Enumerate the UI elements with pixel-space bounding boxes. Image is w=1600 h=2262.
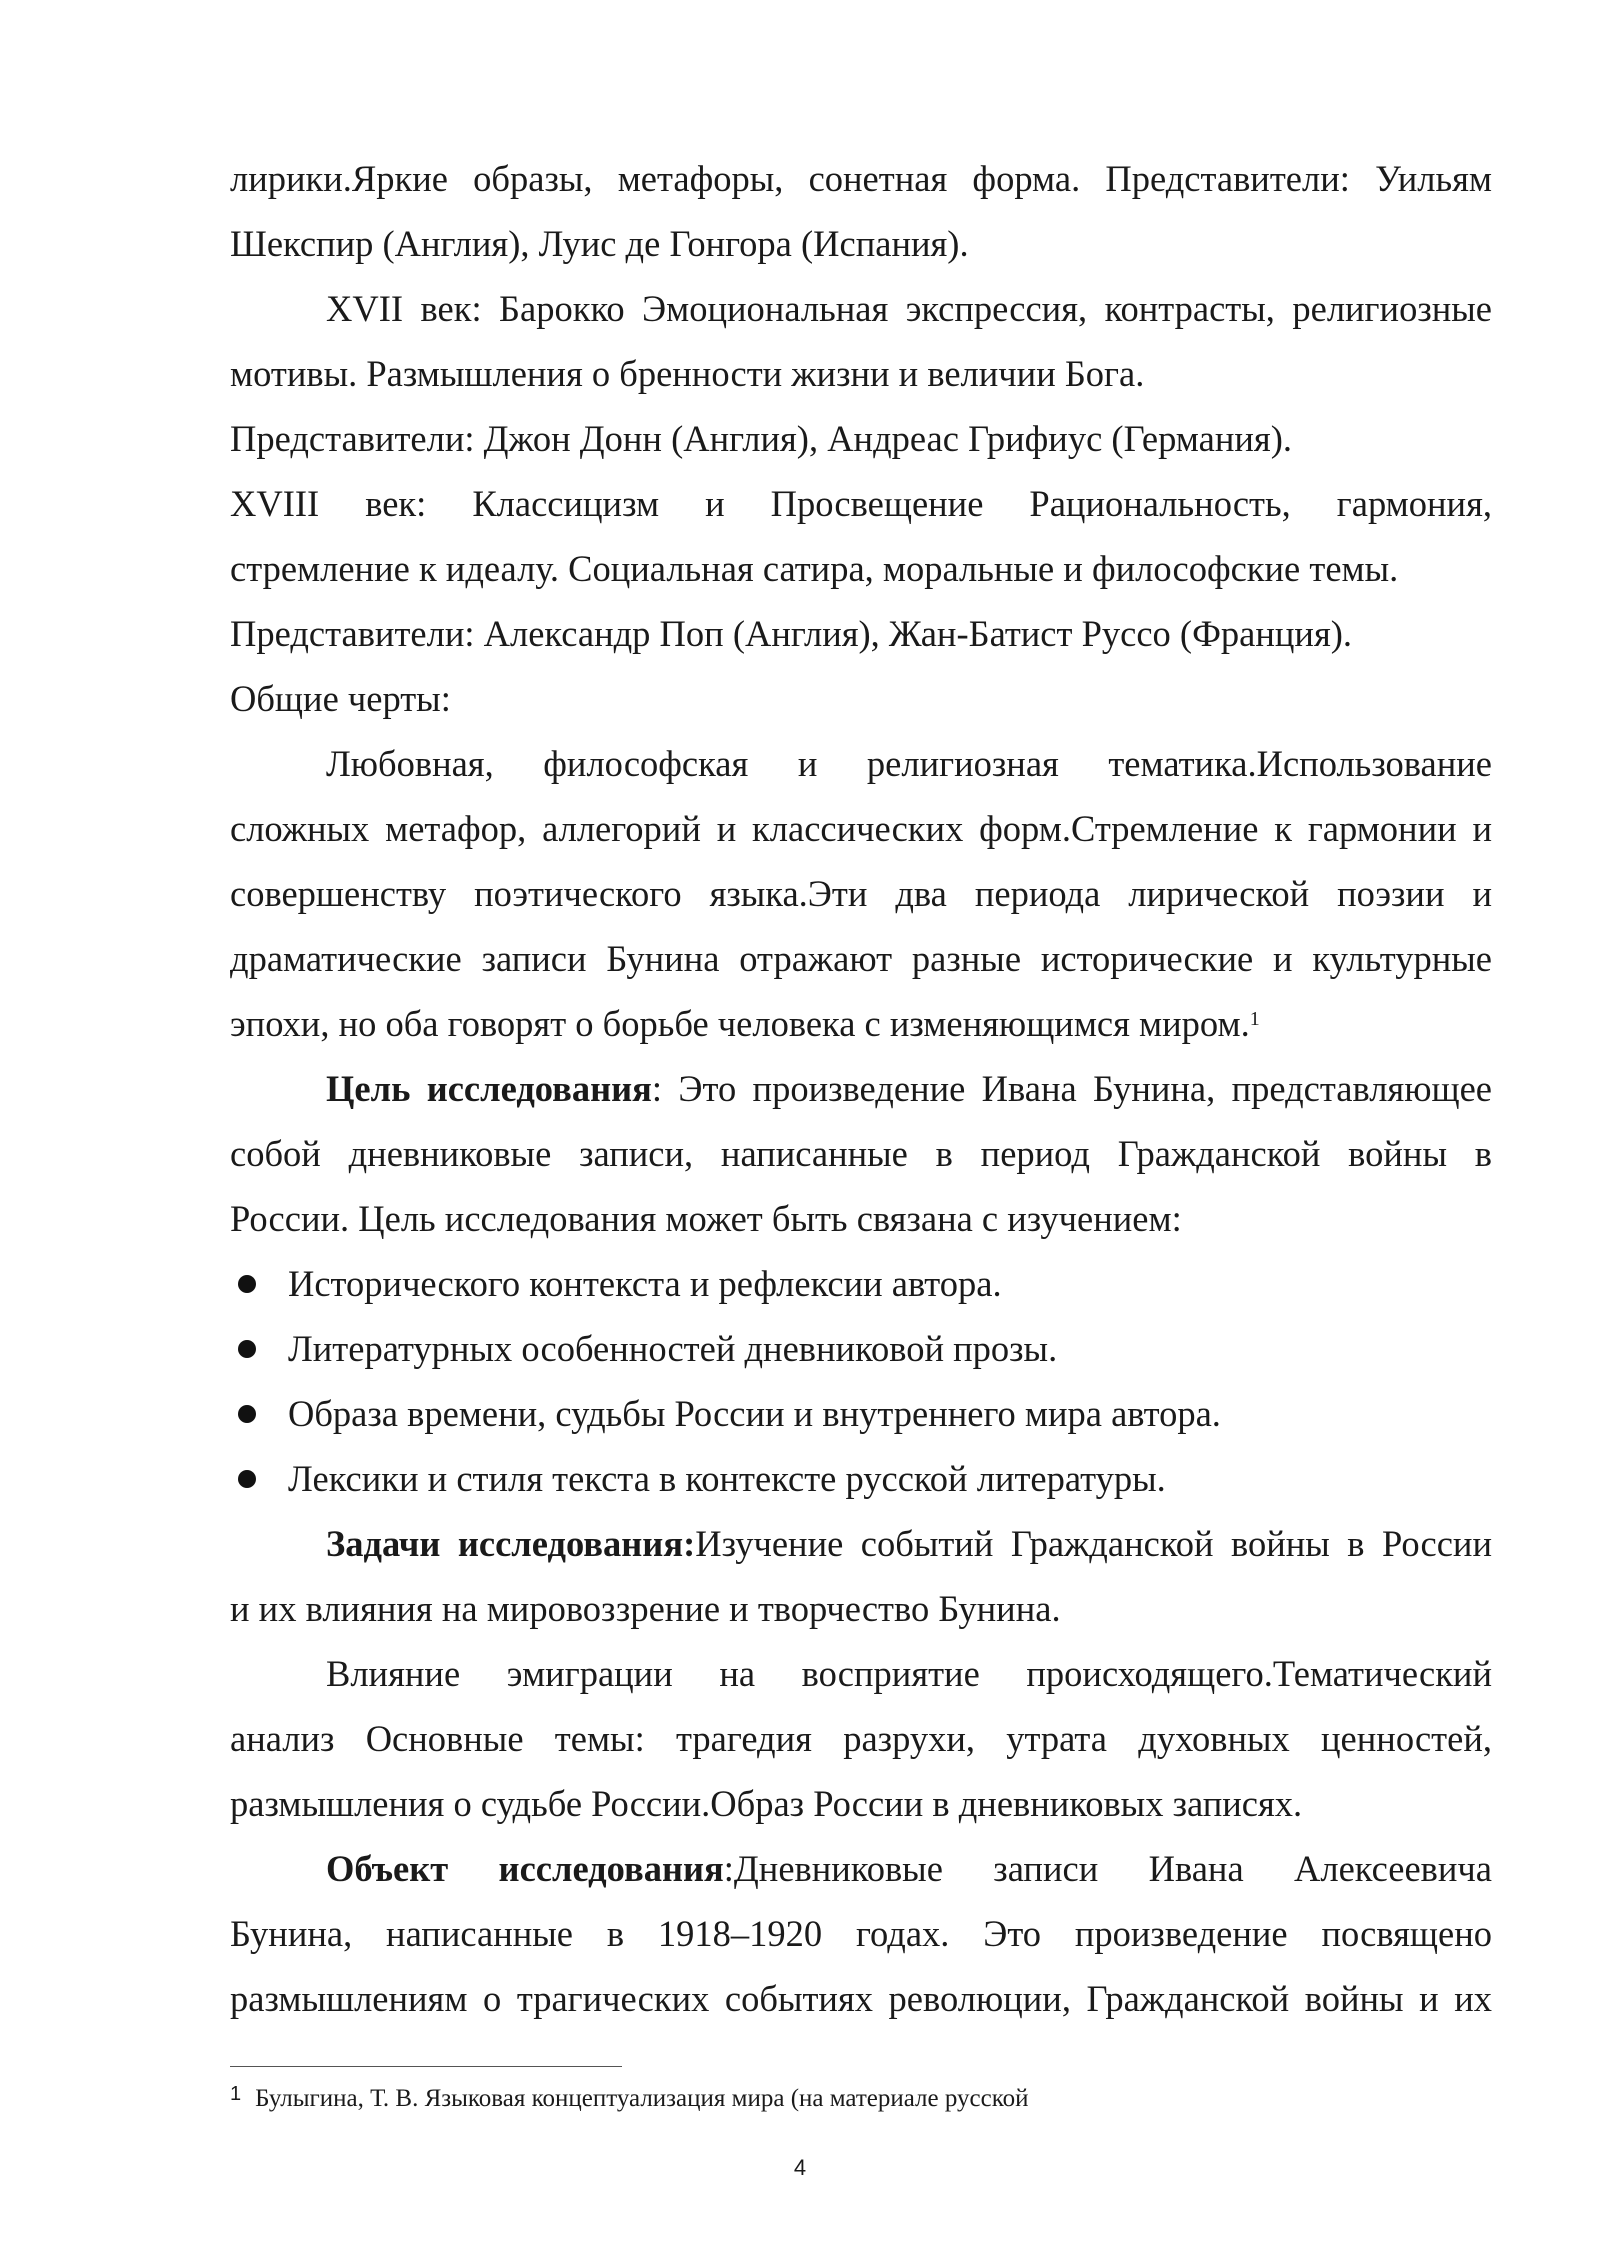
bullet-text: Литературных особенностей дневниковой прозы. (288, 1328, 1058, 1369)
text-line: России. Цель исследования может быть связана с изучением: (230, 1198, 1182, 1239)
research-object-label: Объект исследования (326, 1848, 724, 1889)
research-tasks-line (230, 1511, 1492, 1576)
bullet-icon (238, 1405, 256, 1423)
text-line: Любовная, философская и религиозная тематика.Использование (326, 743, 1492, 784)
text-line: XVII век: Барокко Эмоциональная экспрессия, контрасты, религиозные (326, 288, 1492, 329)
text-line: мотивы. Размышления о бренности жизни и величии Бога. (230, 353, 1145, 394)
text-line: совершенству поэтического языка.Эти два периода лирической поэзии и (230, 873, 1492, 914)
text-line: и их влияния на мировоззрение и творчество Бунина. (230, 1588, 1061, 1629)
page-number: 4 (793, 2155, 807, 2180)
bullet-item (230, 1381, 1492, 1446)
text-line: лирики.Яркие образы, метафоры, сонетная форма. Представители: Уильям (230, 158, 1492, 199)
text-line: собой дневниковые записи, написанные в период Гражданской войны в (230, 1133, 1492, 1174)
bullet-text: Лексики и стиля текста в контексте русской литературы. (288, 1458, 1166, 1499)
footnote-reference[interactable]: 1 (1249, 1008, 1260, 1030)
bullet-item (230, 1446, 1492, 1511)
bullet-item (230, 1251, 1492, 1316)
text-line: сложных метафор, аллегорий и классических форм.Стремление к гармонии и (230, 808, 1492, 849)
bullet-item (230, 1316, 1492, 1381)
footnote-text: Булыгина, Т. В. Языковая концептуализация мира (на материале русской (255, 2085, 1029, 2112)
text-line: стремление к идеалу. Социальная сатира, моральные и философские темы. (230, 548, 1399, 589)
text-line (230, 991, 1492, 1056)
research-goal-line (230, 1056, 1492, 1121)
text-line: Представители: Джон Донн (Англия), Андреас Грифиус (Германия). (230, 418, 1292, 459)
research-tasks-text: Изучение событий Гражданской войны в России (695, 1523, 1492, 1564)
research-goal-label: Цель исследования (326, 1068, 652, 1109)
footnote (230, 2083, 1029, 2116)
bullet-text: Исторического контекста и рефлексии автора. (288, 1263, 1002, 1304)
text-line: размышления о судьбе России.Образ России в дневниковых записях. (230, 1783, 1303, 1824)
text-line: Общие черты: (230, 678, 451, 719)
text-line: Влияние эмиграции на восприятие происходящего.Тематический (326, 1653, 1492, 1694)
text-line: драматические записи Бунина отражают разные исторические и культурные (230, 938, 1492, 979)
bullet-icon (238, 1275, 256, 1293)
text-line: анализ Основные темы: трагедия разрухи, утрата духовных ценностей, (230, 1718, 1492, 1759)
research-goal-text: : Это произведение Ивана Бунина, представляющее (651, 1068, 1492, 1109)
text-line-content: эпохи, но оба говорят о борьбе человека с изменяющимся миром. (230, 1003, 1250, 1044)
text-line: Бунина, написанные в 1918–1920 годах. Это произведение посвящено (230, 1913, 1492, 1954)
text-line: Представители: Александр Поп (Англия), Жан-Батист Руссо (Франция). (230, 613, 1353, 654)
text-line: Шекспир (Англия), Луис де Гонгора (Испания). (230, 223, 969, 264)
research-object-text: :Дневниковые записи Ивана Алексеевича (723, 1848, 1492, 1889)
bullet-icon (238, 1470, 256, 1488)
footnote-number: 1 (230, 2083, 242, 2105)
text-line: размышлениям о трагических событиях революции, Гражданской войны и их (230, 1978, 1492, 2019)
bullet-icon (238, 1340, 256, 1358)
bullet-text: Образа времени, судьбы России и внутреннего мира автора. (288, 1393, 1221, 1434)
footnote-separator (230, 2066, 622, 2067)
document-body (230, 146, 1492, 2031)
research-object-line (230, 1836, 1492, 1901)
research-tasks-label: Задачи исследования: (326, 1523, 696, 1564)
text-line: XVIII век: Классицизм и Просвещение Рациональность, гармония, (230, 483, 1492, 524)
